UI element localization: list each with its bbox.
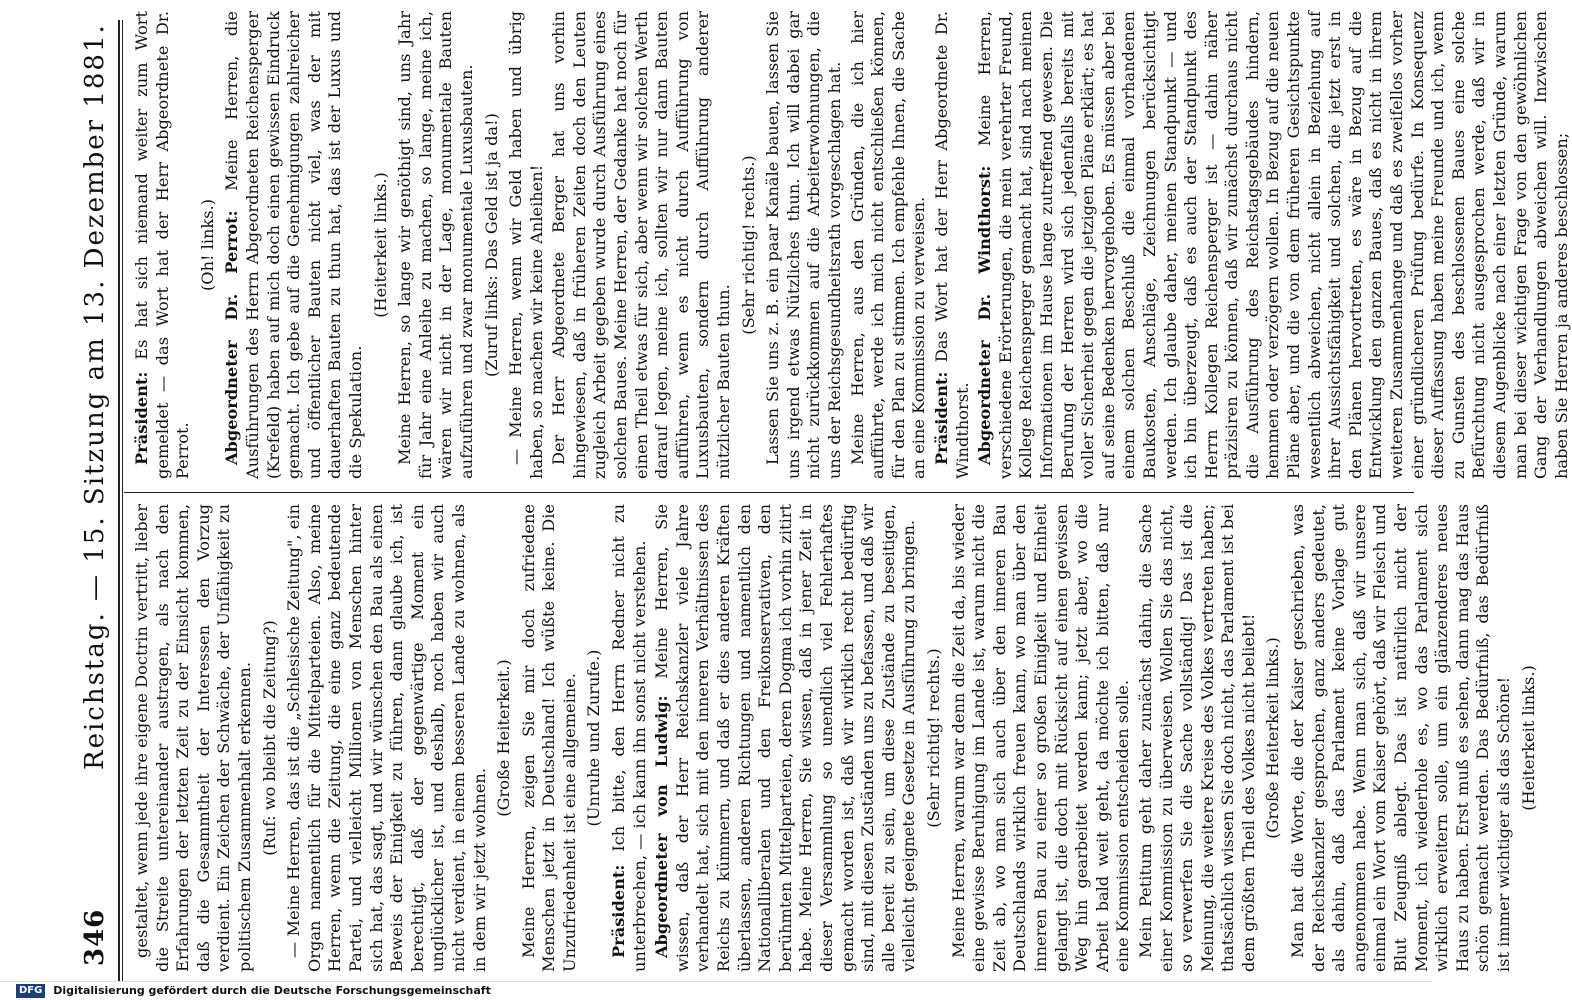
right-column: [132, 11, 1571, 479]
speech-text: Meine Herren, Sie wissen, daß der Herr Reichskanzler viele Jahre verhandelt hat, sich mit den inneren Verhältnissen des Reichs zu kümmern, und daß er dies anderen Kräften überlassen, anderen Richtungen und namentlich den Nationalliberalen und den Freikonservativen, den berühmten Mittelparteien, deren Dogma ich vorhin zitirt habe. Meine Herren, Sie wissen, daß in jener Zeit in dieser Versammlung so unendlich viel Fehlerhaftes gemacht worden ist, daß wir wirklich recht bedürftig sind, mit diesen Zuständen uns zu befassen, und daß wir alle bereit zu sein, um diese Zustände zu beseitigen, vielleicht geeignete Gesetze in Ausführung zu bringen.: [652, 504, 919, 972]
text-paragraph: Meine Herren, zeigen Sie mir doch zufriedene Menschen jetzt in Deutschland! Ich wüßte keine. Die Unzufriedenheit ist eine allgemeine.: [518, 504, 579, 972]
speaker-name: Präsident:: [931, 371, 951, 465]
stage-direction: (Große Heiterkeit links.): [1263, 637, 1283, 839]
speech-text: Das Wort hat der Herr Abgeordnete Dr. Windthorst.: [931, 11, 972, 479]
digitization-footer: [0, 981, 1432, 1000]
header-rule-thin: [122, 20, 123, 982]
speech-text: Ich bitte, den Herrn Redner nicht zu unterbrechen, — ich kann ihn sonst nicht verstehen.: [609, 504, 649, 972]
speech-paragraph: [932, 11, 973, 479]
speech-paragraph: [975, 11, 1572, 479]
speaker-name: Präsident:: [609, 864, 629, 958]
text-paragraph: — Meine Herren, wenn wir Geld haben und übrig haben, so machen wir keine Anleihen!: [506, 11, 546, 479]
header-rule: [118, 20, 120, 982]
stage-direction: (Heiterkeit links.): [370, 172, 390, 318]
speech-text: Meine Herren, verschiedene Erörterungen, die mein verehrter Freund, Kollege Reichensperger gemacht hat, sind nach meinen Informationen im Hause lange zutreffend gewesen. Die Berufung der Herren wird sich jedenfalls bereits mit voller Sicherheit gegen die jetzigen Pläne erklärt; es hat auf seine Bedenken hervorgehoben. Es müssen aber bei einem solchen Beschluß die einmal vorhandenen Baukosten, Anschläge, Zeichnungen berücksichtigt werden. Ich glaube daher, meinen Standpunkt — und ich bin überzeugt, daß es auch der Standpunkt des Herrn Kollegen Reichensperger ist — dahin näher präzisiren zu können, daß wir zunächst durchaus nicht die Ausführung des Reichstagsgebäudes hindern, hemmen oder verzögern wollen. In Bezug auf die neuen Pläne aber, und die von dem früheren Gesichtspunkte wesentlich abweichen, nicht allein in Beziehung auf ihrer Aussichtsfähigkeit und solchen, die jetzt erst in den Plänen hervortreten, es wäre in Bezug auf die Entwicklung den ganzen Baues, daß es nicht in ihrem weiteren Zusammenhange und daß es zweifellos vorher einer gründlicheren Prüfung bedürfe. In Konsequenz dieser Auffassung haben meine Freunde und ich, wenn zu Gunsten des beschlossenen Baues eine solche Befürchtung nicht ausgesprochen werde, daß wir in diesem Augenblicke nach einer letzten Gründe, warum man bei dieser wichtigen Frage von den gewöhnlichen Gang der Verhandlungen abweichen will. Inzwischen haben Sie Herren ja anderes beschlossen;: [975, 11, 1571, 479]
speech-paragraph: [609, 504, 650, 972]
text-paragraph: Lassen Sie uns z. B. ein paar Kanäle bauen, lassen Sie uns irgend etwas Nützliches thun. Ich will dabei gar nicht zurückkommen auf die Arbeiterwohnungen, die uns der Reichsgesundheitsrath vorgeschlagen hat.: [763, 11, 844, 479]
stage-direction: (Sehr richtig! rechts.): [738, 155, 758, 335]
text-paragraph: Meine Herren, warum war denn die Zeit da, bis wieder eine gewisse Beruhigung im Lande ist, warum nicht die Zeit ab, wo man sich auch über den inneren Bau Deutschlands wirklich freuen kann, wo man über den inneren Bau zu einer so großen Einigkeit und Einheit gelangt ist, die doch mit Rücksicht auf einen gewissen Weg hin gearbeitet werden kann; jetzt aber, wo die Arbeit bald weit geht, da möchte ich bitten, daß nur eine Kommission entscheiden solle.: [948, 504, 1133, 972]
left-column: [132, 504, 1538, 972]
footer-text: Digitalisierung gefördert durch die Deutsche Forschungsgemeinschaft: [53, 984, 491, 997]
text-paragraph: Mein Petitum geht daher zunächst dahin, die Sache einer Kommission zu überweisen. Wollen Sie das nicht, so verwerfen Sie die Sache vollständig! Das ist die Meinung, die weitere Kreise des Volkes vertreten haben; thatsächlich wissen Sie doch nicht, das Parlament ist bei dem größten Theil des Volkes nicht beliebt!: [1135, 504, 1258, 972]
speaker-name: Präsident:: [132, 371, 151, 465]
speech-paragraph: [652, 504, 920, 972]
speaker-name: Abgeordneter Dr. Perrot:: [222, 210, 242, 465]
stage-direction: (Unruhe und Zurufe.): [584, 649, 604, 827]
stage-direction: (Heiterkeit links.): [1518, 665, 1538, 811]
dfg-logo: DFG: [16, 984, 45, 998]
speech-paragraph: [222, 11, 366, 479]
speech-text: Es hat sich niemand weiter zum Wort gemeldet — das Wort hat der Herr Abgeordnete Dr. Perrot.: [132, 11, 193, 479]
text-paragraph: Meine Herren, aus den Gründen, die ich hier aufführte, werde ich mich nicht entschließen können, für den Plan zu stimmen. Ich empfehle Ihnen, die Sache an eine Kommission zu verweisen.: [847, 11, 929, 479]
text-paragraph: — Meine Herren, das ist die „Schlesische Zeitung", ein Organ namentlich für die Mittelparteien. Also, meine Herren, wenn die Zeitung, die eine ganz bedeutende Partei, und vielleicht Millionen von Menschen hinter sich hat, das sagt, und wir wünschen den Bau als einen Beweis der Einigkeit zu führen, dann glaube ich, ist berechtigt, daß der gegenwärtige Moment ein unglücklicher ist, und deshalb, noch haben wir auch nicht verdient, in einem besseren Lande zu wohnen, als in dem wir jetzt wohnen.: [284, 504, 489, 972]
text-paragraph: Meine Herren, so lange wir genöthigt sind, uns Jahr für Jahr eine Anleihe zu machen, so lange, meine ich, wären wir nicht in der Lage, monumentale Bauten aufzuführen und zwar monumentale Luxusbauten.: [395, 11, 476, 479]
page-header: [80, 10, 114, 970]
stage-direction: (Ruf: wo bleibt die Zeitung?): [259, 620, 279, 856]
text-paragraph: Der Herr Abgeordnete Berger hat uns vorhin hingewiesen, daß in früheren Zeiten doch den Leuten zugleich Arbeit gegeben wurde durch Ausführung eines solchen Baues. Meine Herren, der Gedanke hat noch für einen Theil etwas für sich, aber wenn wir solchen Werth darauf legen, meine ich, sollten wir nur dann Bauten aufführen, wenn es nicht durch Aufführung von Luxusbauten, sondern durch Aufführung anderer nützlicher Bauten thun.: [549, 11, 734, 479]
running-head: Reichstag. — 15. Sitzung am 13. Dezember 1881.: [80, 23, 110, 770]
speaker-name: Abgeordneter von Ludwig:: [652, 695, 672, 958]
stage-direction: (Zuruf links: Das Geld ist ja da!): [481, 113, 501, 377]
speaker-name: Abgeordneter Dr. Windthorst:: [975, 165, 995, 465]
stage-direction: (Oh! links.): [197, 198, 217, 292]
page-number: 346: [80, 908, 110, 966]
speech-paragraph: [132, 11, 194, 479]
column-divider: [124, 492, 1414, 493]
text-paragraph: Man hat die Worte, die der Kaiser geschrieben, was der Reichskanzler gesprochen, ganz anders gedeutet, als dahin, daß das Parlament keine Vorlage gut angenommen habe. Wenn man sich, daß wir unsere einmal ein Wort vom Kaiser gehört, daß wir Fleisch und Blut Zeugniß ablegt. Das ist natürlich nicht der Moment, ich wiederhole es, wo das Parlament sich wirklich erweitern solle, um ein glänzenderes neues Haus zu haben. Erst muß es sehen, dann mag das Haus schön gemacht werden. Das Bedürfniß, das Bedürfniß ist immer wichtiger als das Schöne!: [1288, 504, 1513, 972]
speech-text: Meine Herren, die Ausführungen des Herrn Abgeordneten Reichensperger (Krefeld) haben auf mich doch einen gewissen Eindruck gemacht. Ich gebe auf die Genehmigungen zahlreicher und öffentlicher Bauten nicht viel, was der mit dauerhaften Bauten zu thun hat, das ist der Luxus und die Spekulation.: [222, 11, 365, 479]
stage-direction: (Große Heiterkeit.): [494, 659, 514, 817]
text-paragraph: gestaltet, wenn jede ihre eigene Doctrin vertritt, lieber die Streite untereinander austragen, als nach den Erfahrungen der letzten Zeit zu der Einsicht kommen, daß die Gesammtheit der Interessen den Vorzug verdient. Ein Zeichen der Schwäche, der Unfähigkeit zu politischem Zusammenhalt erkennen.: [132, 504, 254, 972]
stage-direction: (Sehr richtig! rechts.): [923, 648, 943, 828]
